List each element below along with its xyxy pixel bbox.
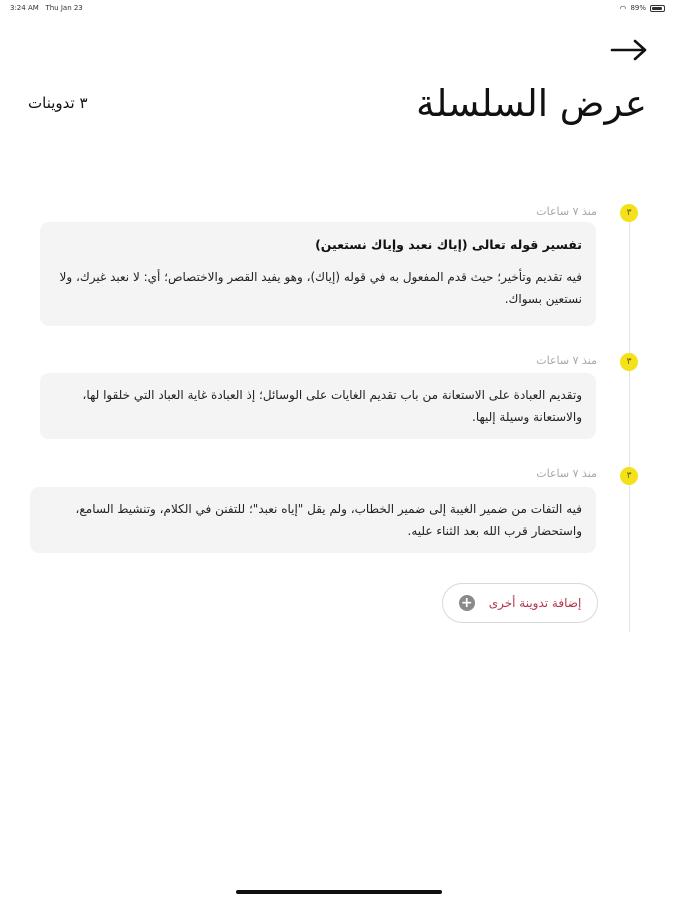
- battery-percent: 89%: [630, 4, 646, 12]
- timeline-dot: ٣: [620, 204, 638, 222]
- post-body: فيه تقديم وتأخير؛ حيث قدم المفعول به في قوله (إياك)، وهو يفيد القصر والاختصاص؛ أي: لا نعبد غيرك، ولا نستعين بسواك.: [59, 270, 582, 306]
- status-time: 3:24 AM: [10, 4, 39, 12]
- post-time: منذ ٧ ساعات: [536, 467, 597, 480]
- plus-circle-icon: +: [459, 595, 475, 611]
- wifi-icon: ◠: [619, 3, 627, 13]
- battery-icon: [650, 5, 665, 12]
- status-bar: [0, 0, 675, 18]
- back-button[interactable]: [609, 30, 649, 70]
- post-time: منذ ٧ ساعات: [536, 354, 597, 367]
- post-time: منذ ٧ ساعات: [536, 205, 597, 218]
- status-right: [619, 4, 665, 12]
- timeline-dot: ٣: [620, 467, 638, 485]
- arrow-right-icon: [610, 39, 648, 61]
- status-date: Thu Jan 23: [45, 4, 83, 12]
- page-title: عرض السلسلة: [416, 82, 647, 125]
- status-time-date: [10, 4, 83, 12]
- home-indicator[interactable]: [236, 890, 442, 894]
- post-card[interactable]: [40, 222, 596, 326]
- add-post-label: إضافة تدوينة أخرى: [488, 596, 582, 610]
- timeline-dot: ٣: [620, 353, 638, 371]
- timeline-line: [629, 214, 630, 632]
- post-body: فيه التفات من ضمير الغيبة إلى ضمير الخطاب، ولم يقل "إياه نعبد"؛ للتفنن في الكلام، وتنشيط السامع، واستحضار قرب الله بعد الثناء عليه.: [75, 502, 582, 538]
- add-post-button[interactable]: [442, 583, 598, 623]
- post-count: ٣ تدوينات: [28, 94, 88, 112]
- post-card[interactable]: [40, 373, 596, 439]
- post-body: وتقديم العبادة على الاستعانة من باب تقديم الغايات على الوسائل؛ إذ العبادة غاية العباد التي خلقوا لها، والاستعانة وسيلة إليها.: [82, 388, 582, 424]
- post-title: تفسير قوله تعالى (إياك نعبد وإياك نستعين): [315, 237, 582, 252]
- post-card[interactable]: [30, 487, 596, 553]
